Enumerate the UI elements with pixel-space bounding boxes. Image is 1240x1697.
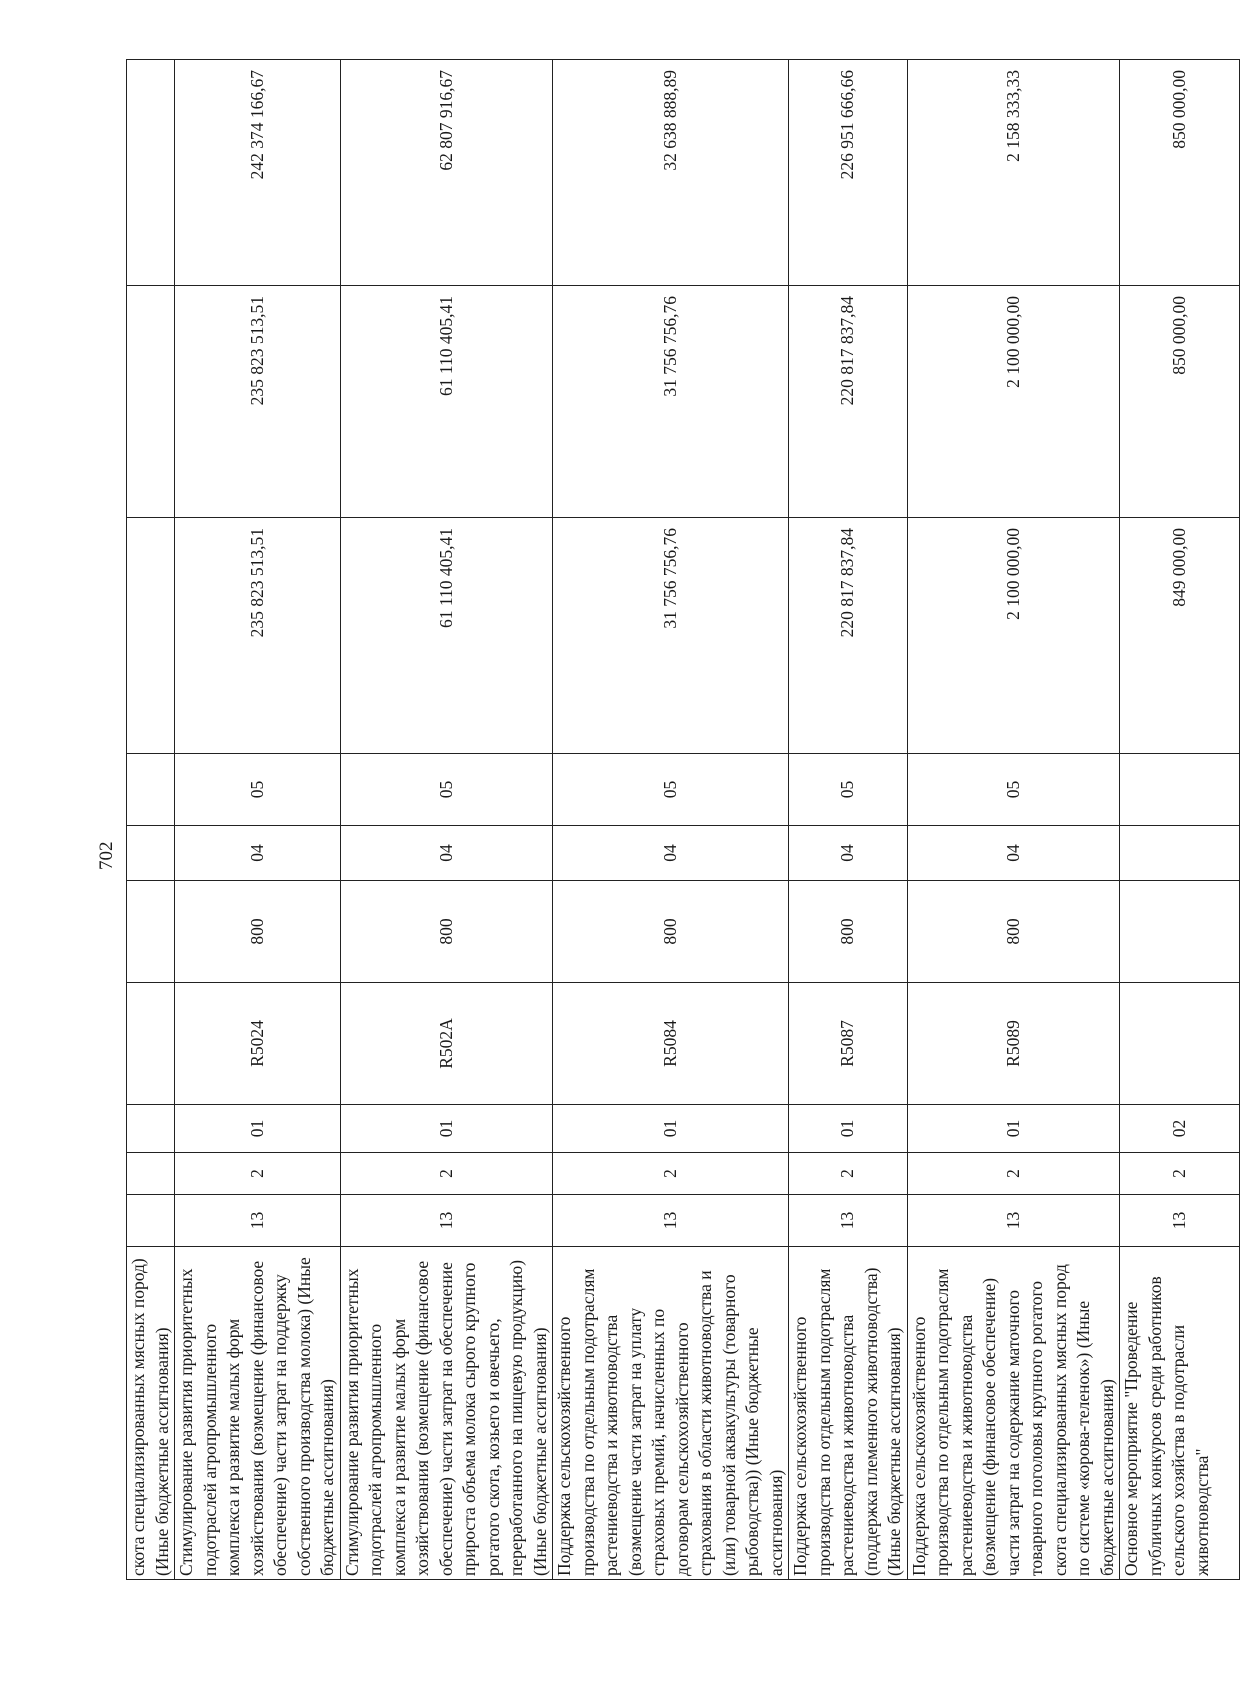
- measure-code-cell: [127, 1105, 175, 1153]
- table-row: [907, 60, 1120, 1580]
- section-cell: 04: [907, 826, 1120, 881]
- program-code-cell: 13: [175, 1195, 341, 1247]
- amount-1-cell: 31 756 756,76: [553, 518, 789, 754]
- subsection-cell: [1120, 754, 1240, 826]
- program-code-cell: 13: [1120, 1195, 1240, 1247]
- subsection-cell: 05: [789, 754, 908, 826]
- direction-code-cell: R5089: [907, 983, 1120, 1105]
- section-cell: [1120, 826, 1240, 881]
- table-row: [340, 60, 553, 1580]
- direction-code-cell: R5084: [553, 983, 789, 1105]
- direction-code-cell: R502A: [340, 983, 553, 1105]
- description-cell: Поддержка сельскохозяйственного производства по отдельным подотраслям растениеводства и животноводства (возмещение (финансовое обеспечение) части затрат на содержание маточного товарного поголовья крупного рогатого скота специализированных мясных пород по системе «корова-теленок») (Иные бюджетные ассигнования): [907, 1247, 1120, 1580]
- expense-type-cell: 800: [789, 881, 908, 983]
- description-cell: Поддержка сельскохозяйственного производства по отдельным подотраслям растениеводства и животноводства (возмещение части затрат на уплату страховых премий, начисленных по договорам сельскохозяйственного страхования в области животноводства и (или) товарной аквакультуры (товарного рыбоводства)) (Иные бюджетные ассигнования): [553, 1247, 789, 1580]
- section-cell: 04: [789, 826, 908, 881]
- amount-1-cell: 849 000,00: [1120, 518, 1240, 754]
- section-cell: [127, 826, 175, 881]
- subprogram-code-cell: 2: [907, 1153, 1120, 1195]
- amount-2-cell: 61 110 405,41: [340, 286, 553, 518]
- subprogram-code-cell: 2: [340, 1153, 553, 1195]
- program-code-cell: 13: [553, 1195, 789, 1247]
- amount-2-cell: 31 756 756,76: [553, 286, 789, 518]
- program-code-cell: 13: [340, 1195, 553, 1247]
- subsection-cell: 05: [553, 754, 789, 826]
- table-row: [553, 60, 789, 1580]
- description-cell: Основное мероприятие "Проведение публичных конкурсов среди работников сельского хозяйства в подотрасли животноводства": [1120, 1247, 1240, 1580]
- measure-code-cell: 01: [553, 1105, 789, 1153]
- amount-2-cell: 850 000,00: [1120, 286, 1240, 518]
- amount-3-cell: 32 638 888,89: [553, 60, 789, 286]
- section-cell: 04: [175, 826, 341, 881]
- measure-code-cell: 02: [1120, 1105, 1240, 1153]
- subprogram-code-cell: 2: [175, 1153, 341, 1195]
- amount-1-cell: 2 100 000,00: [907, 518, 1120, 754]
- table-row: [1120, 60, 1240, 1580]
- amount-3-cell: 2 158 333,33: [907, 60, 1120, 286]
- expense-type-cell: [1120, 881, 1240, 983]
- measure-code-cell: 01: [340, 1105, 553, 1153]
- direction-code-cell: R5087: [789, 983, 908, 1105]
- section-cell: 04: [340, 826, 553, 881]
- direction-code-cell: R5024: [175, 983, 341, 1105]
- amount-3-cell: 850 000,00: [1120, 60, 1240, 286]
- program-code-cell: [127, 1195, 175, 1247]
- description-cell: Стимулирование развития приоритетных подотраслей агропромышленного комплекса и развитие малых форм хозяйствования (возмещение (финансовое обеспечение) части затрат на обеспечение прироста объема молока сырого крупного рогатого скота, козьего и овечьего, переработанного на пищевую продукцию) (Иные бюджетные ассигнования): [340, 1247, 553, 1580]
- amount-1-cell: [127, 518, 175, 754]
- expense-type-cell: 800: [340, 881, 553, 983]
- amount-2-cell: 220 817 837,84: [789, 286, 908, 518]
- table-row: [789, 60, 908, 1580]
- table-row: [175, 60, 341, 1580]
- subsection-cell: 05: [907, 754, 1120, 826]
- amount-1-cell: 235 823 513,51: [175, 518, 341, 754]
- description-cell: скота специализированных мясных пород) (Иные бюджетные ассигнования): [127, 1247, 175, 1580]
- subprogram-code-cell: 2: [1120, 1153, 1240, 1195]
- subprogram-code-cell: 2: [789, 1153, 908, 1195]
- expense-type-cell: 800: [907, 881, 1120, 983]
- amount-2-cell: 235 823 513,51: [175, 286, 341, 518]
- amount-1-cell: 61 110 405,41: [340, 518, 553, 754]
- rotated-page-content: [126, 60, 1212, 1580]
- program-code-cell: 13: [907, 1195, 1120, 1247]
- amount-1-cell: 220 817 837,84: [789, 518, 908, 754]
- subsection-cell: 05: [340, 754, 553, 826]
- expense-type-cell: 800: [553, 881, 789, 983]
- amount-2-cell: [127, 286, 175, 518]
- budget-table: [126, 59, 1240, 1580]
- expense-type-cell: 800: [175, 881, 341, 983]
- measure-code-cell: 01: [175, 1105, 341, 1153]
- program-code-cell: 13: [789, 1195, 908, 1247]
- page-number: 702: [96, 841, 117, 870]
- description-cell: Стимулирование развития приоритетных подотраслей агропромышленного комплекса и развитие малых форм хозяйствования (возмещение (финансовое обеспечение) части затрат на поддержку собственного производства молока) (Иные бюджетные ассигнования): [175, 1247, 341, 1580]
- section-cell: 04: [553, 826, 789, 881]
- amount-2-cell: 2 100 000,00: [907, 286, 1120, 518]
- amount-3-cell: [127, 60, 175, 286]
- description-cell: Поддержка сельскохозяйственного производства по отдельным подотраслям растениеводства и животноводства (поддержка племенного животноводства) (Иные бюджетные ассигнования): [789, 1247, 908, 1580]
- table-row: [127, 60, 175, 1580]
- measure-code-cell: 01: [789, 1105, 908, 1153]
- amount-3-cell: 62 807 916,67: [340, 60, 553, 286]
- expense-type-cell: [127, 881, 175, 983]
- subprogram-code-cell: [127, 1153, 175, 1195]
- amount-3-cell: 242 374 166,67: [175, 60, 341, 286]
- direction-code-cell: [1120, 983, 1240, 1105]
- table-body: [127, 60, 1240, 1580]
- subsection-cell: 05: [175, 754, 341, 826]
- measure-code-cell: 01: [907, 1105, 1120, 1153]
- amount-3-cell: 226 951 666,66: [789, 60, 908, 286]
- direction-code-cell: [127, 983, 175, 1105]
- subsection-cell: [127, 754, 175, 826]
- subprogram-code-cell: 2: [553, 1153, 789, 1195]
